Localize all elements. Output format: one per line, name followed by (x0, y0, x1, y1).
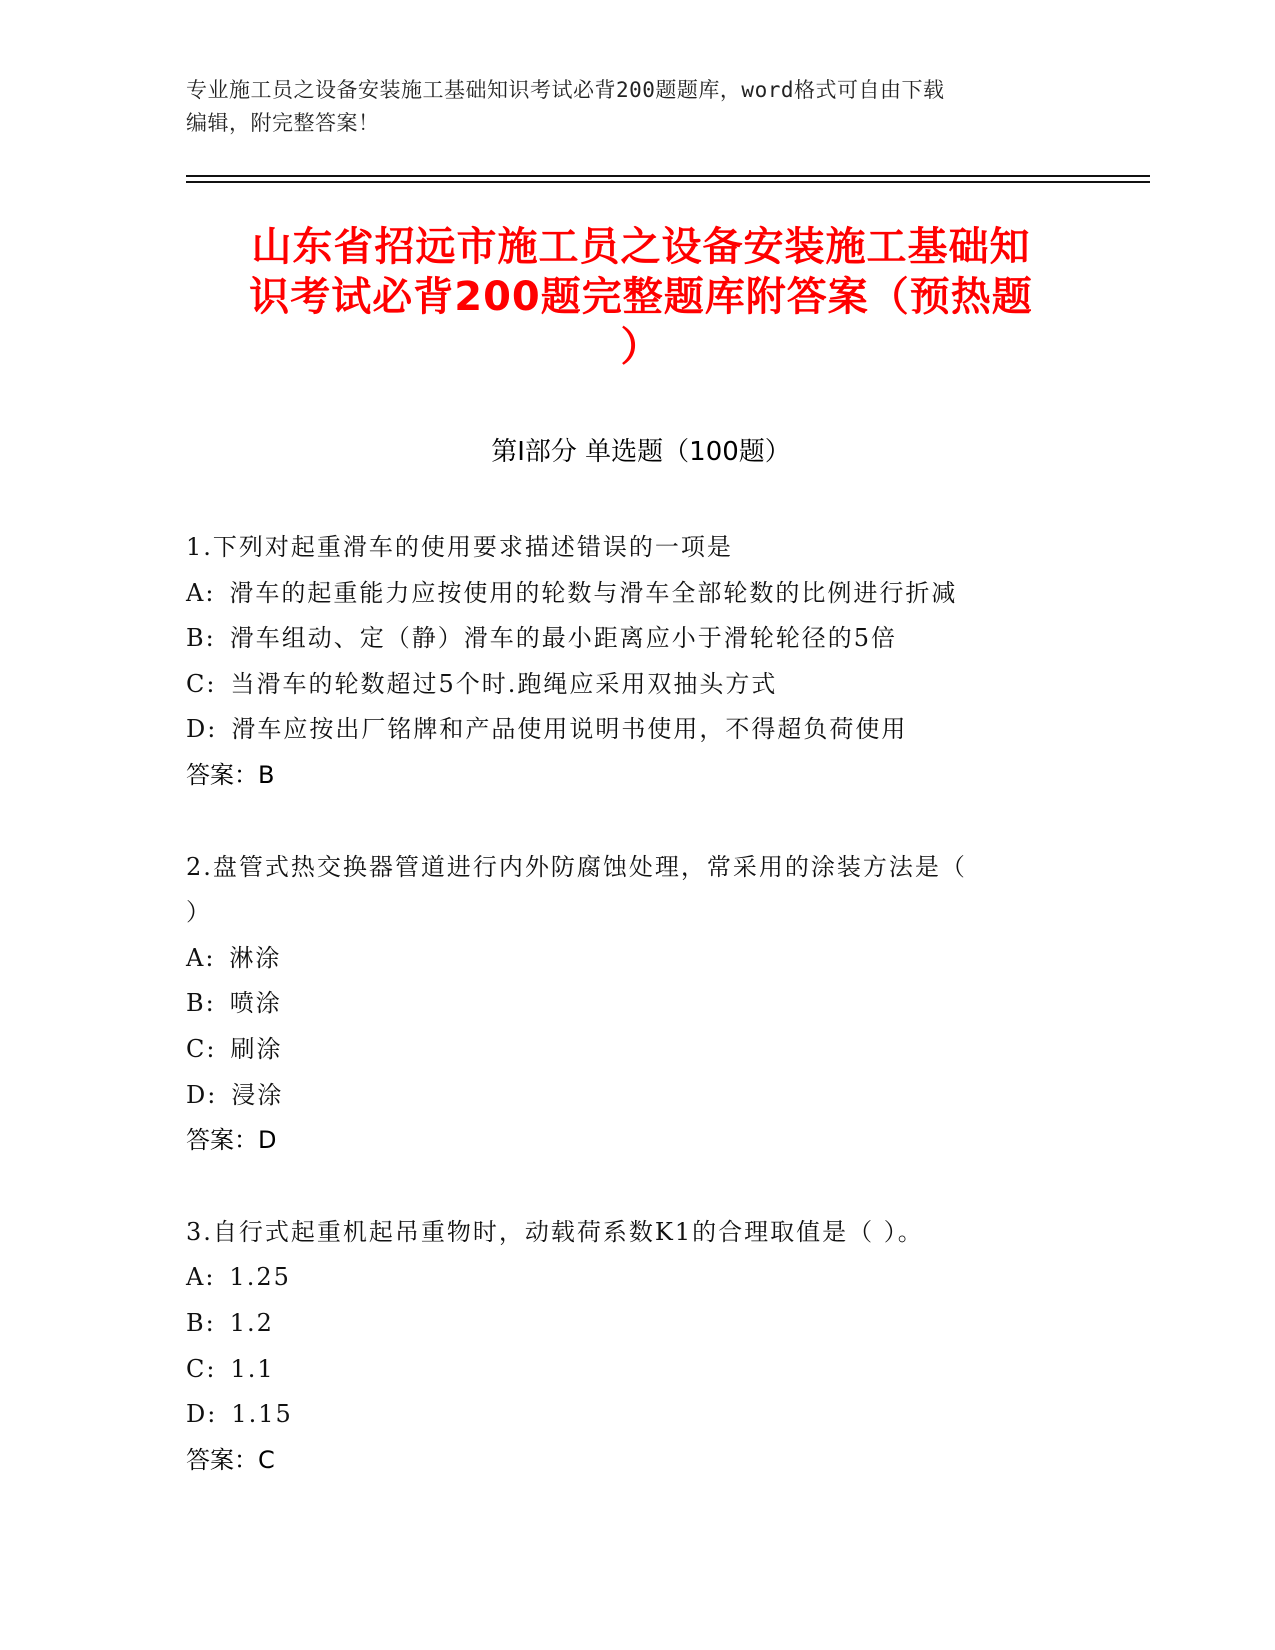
option-key: B: (186, 1308, 216, 1337)
option-text: 滑车的起重能力应按使用的轮数与滑车全部轮数的比例进行折减 (229, 578, 958, 607)
option-key: D: (186, 1400, 218, 1429)
option-a (186, 571, 1066, 617)
option-c (186, 1347, 1066, 1393)
question-stem-continued: ） (186, 898, 212, 927)
header-note-line: 专业施工员之设备安装施工基础知识考试必背200题题库，word格式可自由下载 (186, 78, 945, 102)
document-title (186, 222, 1096, 372)
option-text: 滑车组动、定（静）滑车的最小距离应小于滑轮轮径的5倍 (229, 624, 898, 653)
header-note (186, 74, 1066, 140)
option-key: B: (186, 624, 216, 653)
option-key: B: (186, 989, 216, 1018)
question-list (186, 525, 1066, 1529)
option-key: C: (186, 1354, 217, 1383)
header-divider-bottom (186, 181, 1150, 183)
answer-label: 答案：B (186, 760, 275, 789)
option-text: 淋涂 (229, 943, 282, 972)
option-d (186, 707, 1066, 753)
question-stem: 1.下列对起重滑车的使用要求描述错误的一项是 (186, 533, 733, 561)
question-stem: 3.自行式起重机起吊重物时，动载荷系数K1的合理取值是（ ）。 (186, 1217, 924, 1246)
option-b (186, 981, 1066, 1027)
option-b (186, 616, 1066, 662)
option-key: A: (186, 943, 216, 972)
option-key: C: (186, 669, 217, 698)
header-divider-top (186, 175, 1150, 177)
option-d (186, 1073, 1066, 1119)
option-d (186, 1392, 1066, 1438)
document-title-line: ） (620, 324, 662, 370)
option-a (186, 936, 1066, 982)
option-text: 刷涂 (230, 1034, 283, 1063)
option-c (186, 1027, 1066, 1073)
answer-label: 答案：C (186, 1445, 275, 1474)
option-text: 浸涂 (231, 1080, 284, 1109)
option-a (186, 1255, 1066, 1301)
option-text: 1.15 (231, 1400, 293, 1429)
document-title-line: 识考试必背200题完整题库附答案（预热题 (249, 274, 1033, 320)
option-key: D: (186, 715, 218, 744)
section-title: 第I部分 单选题（100题） (491, 437, 791, 467)
option-text: 1.25 (229, 1263, 291, 1292)
option-text: 喷涂 (229, 989, 282, 1018)
option-b (186, 1301, 1066, 1347)
document-title-line: 山东省招远市施工员之设备安装施工基础知 (251, 224, 1031, 270)
option-c (186, 662, 1066, 708)
question-item (186, 525, 1066, 799)
question-item (186, 845, 1066, 1164)
option-key: A: (186, 1263, 216, 1292)
question-stem: 2.盘管式热交换器管道进行内外防腐蚀处理，常采用的涂装方法是（ (186, 852, 967, 881)
option-key: D: (186, 1080, 218, 1109)
option-text: 当滑车的轮数超过5个时.跑绳应采用双抽头方式 (230, 669, 778, 698)
header-note-line: 编辑，附完整答案！ (186, 111, 380, 135)
question-item (186, 1210, 1066, 1484)
answer-label: 答案：D (186, 1126, 277, 1155)
option-key: C: (186, 1034, 217, 1063)
option-text: 滑车应按出厂铭牌和产品使用说明书使用，不得超负荷使用 (231, 715, 908, 744)
option-key: A: (186, 578, 216, 607)
option-text: 1.1 (230, 1354, 275, 1383)
option-text: 1.2 (229, 1308, 274, 1337)
